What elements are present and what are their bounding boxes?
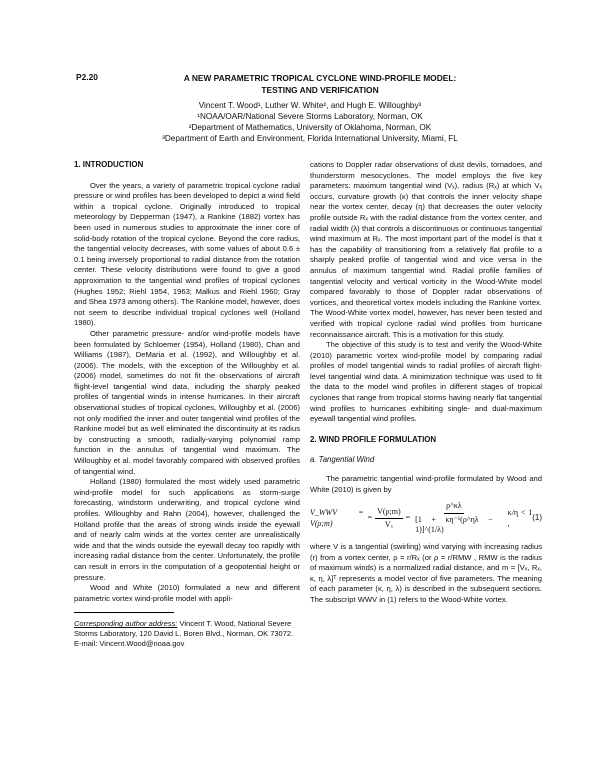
intro-paragraph-3: Holland (1980) formulated the most widely used parametric wind-profile model for such applications as storm-surge forecasting, windstorm underwriting, and tropical cyclone wind profiles. Willoughby and Rahn (2004), however, challenged the Holland profile that the areas of strong winds inside the eyewall and of nearly calm winds at the vortex center are unrealistically wide and that the winds outside the eyewall decay too rapidly with increasing radial distance from the center. Unfortunately, the profile can result in errors in the computation of a geopotential height or pressure. bbox=[74, 477, 300, 582]
formulation-paragraph: The parametric tangential wind-profile formulated by Wood and White (2010) is given by bbox=[310, 474, 542, 494]
equation-lhs: V_WWV = V(ρ;m) bbox=[310, 508, 364, 528]
title-line-2: TESTING AND VERIFICATION bbox=[261, 85, 379, 95]
left-column bbox=[74, 160, 300, 649]
footnote-text: Vincent T. Wood, National Severe Storms Laboratory, 120 David L. Boren Blvd., Norman, OK 73072. E-mail: Vincent.Wood@noaa.gov bbox=[74, 619, 294, 649]
fraction-2-numerator: ρ^κλ bbox=[444, 501, 464, 514]
parameter-description: where V is a tangential (swirling) wind varying with increasing radius (r) from a vortex center, ρ = r/Rₓ (or ρ = r/RMW , RMW is the radius of maximum winds) is a normalized radial distance, and m = [Vₓ, Rₓ, κ, η, λ]ᵀ represents a model vector of five parameters. The meaning of each parameter (κ, η, λ) is described in the subsequent sections. The subscript WWV in (1) refers to the Wood-White vortex. bbox=[310, 542, 542, 604]
equation-number: (1) bbox=[532, 513, 542, 523]
corresponding-author-footnote bbox=[74, 619, 300, 649]
footnote-label: Corresponding author address: bbox=[74, 619, 178, 629]
paper-number: P2.20 bbox=[76, 72, 98, 82]
paper-title bbox=[130, 72, 510, 96]
equation-fraction-1 bbox=[375, 507, 403, 531]
section-2-heading: 2. WIND PROFILE FORMULATION bbox=[310, 434, 437, 444]
fraction-1-numerator: V(ρ;m) bbox=[375, 507, 403, 520]
section-1-heading: 1. INTRODUCTION bbox=[74, 160, 144, 169]
intro-paragraph-1: Over the years, a variety of parametric tropical cyclone radial pressure or wind profiles has been developed to depict a wind field within a tropical cyclone. Originally introduced to tropical meteorology by Depperman (1947), a Rankine (1882) vortex has been used in numerous studies to approximate the inner core of solid-body rotation of the tropical cyclone. Beyond the core radius, the tangential velocity decreases, with some values of about 0.6 ± 0.1 being inversely proportional to radial distance from the rotation center. These velocity distributions were found to give a good approximation to the tangential wind profiles of tropical cyclones (Hughes 1952; Riehl 1954, 1963; Malkus and Riehl 1960; Gray and Shea 1973 among others). The Rankine model, however, does not seem to describe individual tropical cyclones well (Holland 1980). bbox=[74, 180, 300, 328]
subsection-a-heading: a. Tangential Wind bbox=[310, 455, 375, 465]
intro-paragraph-4: Wood and White (2010) formulated a new and different parametric vortex wind-profile model with appli- bbox=[74, 583, 300, 603]
equation-1: V_WWV = V(ρ;m) = $\frac{V(\rho;m)}{\text{Vₓ}}$ = $\frac{\rho\^{}\kappa\lambda}{\text{[1 + κη⁻¹(ρ\textasciicircum{}ηλ − 1)]\textasciicircum{}(1/λ)}}$ κ/η < 1 , (1) bbox=[310, 501, 542, 535]
equation-condition: κ/η < 1 , bbox=[507, 508, 533, 528]
affiliation-1: ¹NOAA/OAR/National Severe Storms Laboratory, Norman, OK bbox=[197, 112, 423, 121]
objective-paragraph: The objective of this study is to test and verify the Wood-White (2010) parametric vortex wind-profile model by comparing radial profiles of model tangential winds to radial profiles of aircraft flight-level tangential wind data. A minimization technique was used to fit the data to the model wind profiles in different stages of tropical cyclones that range from tropical storms having nearly flat tangential wind profiles to hurricanes exhibiting single- and dual-maximum eyewall tangential wind profiles. bbox=[310, 340, 542, 424]
intro-continuation: cations to Doppler radar observations of dust devils, tornadoes, and thunderstorm mesocyclones. The model employs the five key parameters: maximum tangential wind (Vₓ), radius (Rₓ) at which Vₓ occurs, curvature growth (κ) that controls the inner velocity shape near the vortex center, decay (η) that decreases the outer velocity profile outside Rₓ with the radial distance from the vortex center, and radial width (λ) that controls a discontinuous or continuous tangential wind maximum at Rₓ. The most important part of the model is that it has the capability of transitioning from a relatively flat profile to a sharply peaked profile of tangential wind and vice versa in the annulus of maximum tangential wind. Radial profile families of tangential velocity and vertical vorticity in the Wood-White model compared favorably to those of Doppler radar observations of vortices, and theoretical vortex models including the Rankine vortex. The Wood-White vortex model, however, has never been tested and verified with tropical cyclone radial wind profiles from hurricane reconnaissance aircraft. This is a motivation for this study. bbox=[310, 160, 542, 339]
title-line-1: A NEW PARAMETRIC TROPICAL CYCLONE WIND-PROFILE MODEL: bbox=[183, 73, 457, 83]
equation-fraction-2 bbox=[413, 501, 495, 536]
affiliation-3: ³Department of Earth and Environment, Florida International University, Miami, FL bbox=[162, 134, 458, 143]
affiliation-2: ²Department of Mathematics, University of Oklahoma, Norman, OK bbox=[188, 123, 432, 132]
fraction-1-denominator: Vₓ bbox=[384, 520, 393, 530]
footnote-rule bbox=[74, 612, 174, 613]
author-names: Vincent T. Wood¹, Luther W. White², and Hugh E. Willoughby³ bbox=[198, 101, 422, 110]
right-column bbox=[310, 160, 542, 606]
intro-paragraph-2: Other parametric pressure- and/or wind-profile models have been formulated by Schloemer (1954), Holland (1980), Chan and Williams (1987), DeMaria et al. (1992), and Willoughby et al. (2006). The models, with the exception of the Willoughby et al. (2006) model, sometimes do not fit the observations of aircraft flight-level tangential wind data, including the sharply peaked profiles of tangential winds in intense hurricanes. In their aircraft observational studies of tropical cyclones, Willoughby et al. (2006) not only modified the inner and outer tangential wind profiles of the Rankine model but as well eliminated the discontinuity at its radius by constructing a smooth, radially-varying polynomial ramp function in the annulus of tangential wind maximum. The Willoughby et al. model favorably compared with observed profiles of tangential wind. bbox=[74, 328, 300, 476]
fraction-2-denominator: [1 + κη⁻¹(ρ^ηλ − 1)]^(1/λ) bbox=[415, 514, 493, 535]
author-block bbox=[120, 100, 500, 144]
